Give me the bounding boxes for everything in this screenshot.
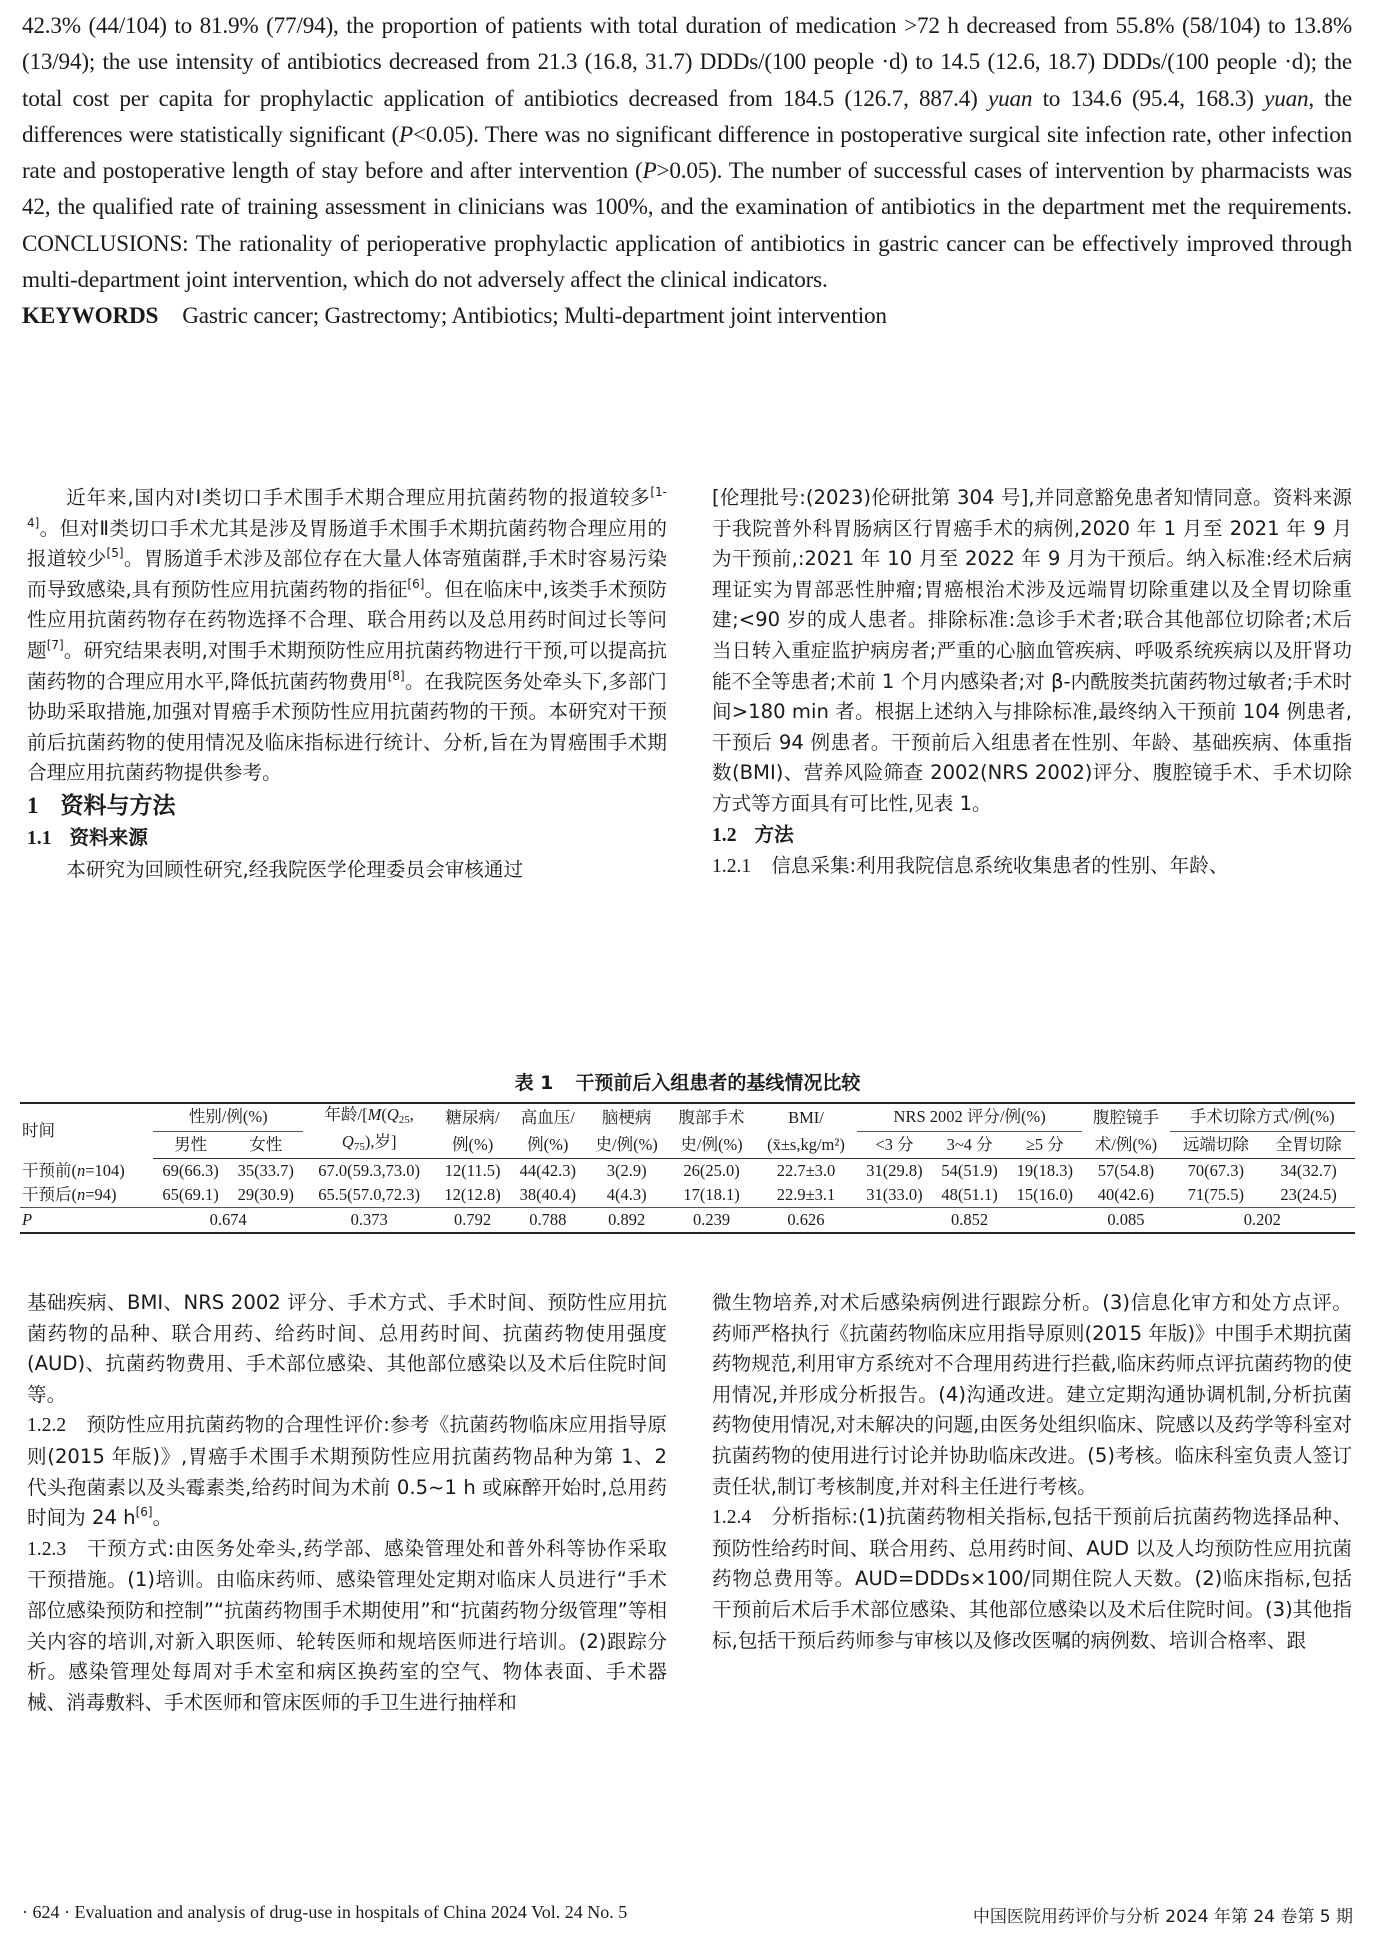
p-age: 0.373 [303, 1208, 435, 1234]
table-cell: 40(42.6) [1097, 1185, 1155, 1204]
table-cell: 38(40.4) [519, 1185, 576, 1204]
table-cell: 57(54.8) [1097, 1161, 1155, 1180]
header-diabetes: 糖尿病/ [445, 1107, 500, 1127]
p-laparoscopic: 0.085 [1082, 1208, 1169, 1234]
header-bmi: BMI/ [788, 1107, 824, 1127]
citation[interactable]: [1-4] [27, 485, 667, 530]
table-cell: 22.9±3.1 [776, 1185, 836, 1204]
footer-journal-cn: 中国医院用药评价与分析 2024 年第 24 卷第 5 期 [972, 1907, 1353, 1927]
table-row [20, 1159, 1355, 1184]
header-hypertension: 高血压/ [520, 1107, 575, 1127]
table-cell: 65.5(57.0,72.3) [318, 1185, 421, 1204]
data-source-continued: [伦理批号:(2023)伦研批第 304 号],并同意豁免患者知情同意。资料来源于我院普外科胃肠病区行胃癌手术的病例,2020 年 1 月至 2021 年 9 月为干预前,:2021 年 10 月至 2022 年 9 月为干预后。纳入标准:经术后病理证实为胃部恶性肿瘤;胃癌根治术涉及远端胃切除重建以及全胃切除重建;<90 岁的成人患者。排除标准:急诊手术者;联合其他部位切除者;术后当日转入重症监护病房者;严重的心脑血管疾病、呼吸系统疾病以及肝肾功能不全等患者;术前 1 个月内感染者;对 β-内酰胺类抗菌药物过敏者;手术时间>180 min 者。根据上述纳入与排除标准,最终纳入干预前 104 例患者,干预后 94 例患者。干预前后入组患者在性别、年龄、基础疾病、体重指数(BMI)、营养风险筛查 2002(NRS 2002)评分、腹腔镜手术、手术切除方式等方面具有可比性,见表 1。 [712, 486, 1352, 815]
table-caption: 表 1 干预前后入组患者的基线情况比较 [514, 1072, 861, 1094]
table-cell: 31(33.0) [866, 1185, 923, 1204]
table-cell: 4(4.3) [606, 1185, 647, 1204]
header-nrs-group: NRS 2002 评分/例(%) [857, 1103, 1083, 1131]
citation[interactable]: [8] [387, 668, 405, 683]
table-cell: 23(24.5) [1280, 1185, 1337, 1204]
row-label: 干预前(n=104) [22, 1160, 125, 1180]
table-cell: 26(25.0) [683, 1161, 740, 1180]
citation[interactable]: [7] [46, 637, 64, 652]
table-cell: 12(11.5) [444, 1161, 501, 1180]
p-stroke: 0.892 [585, 1208, 668, 1234]
p-label: P [20, 1208, 153, 1234]
subsection-1-2-4: 1.2.4 分析指标:(1)抗菌药物相关指标,包括干预前后抗菌药物选择品种、预防性给药时间、联合用药、总用药时间、AUD 以及人均预防性应用抗菌药物总费用等。AUD=DDDs×100/同期住院人天数。(2)临床指标,包括干预前后术后手术部位感染、其他部位感染以及术后住院时间。(3)其他指标,包括干预后药师参与审核以及修改医嘱的病例数、培训合格率、跟 [712, 1505, 1352, 1652]
right-column-bottom [712, 1288, 1352, 1656]
keywords-label: KEYWORDS [22, 303, 159, 330]
table-cell: 70(67.3) [1187, 1161, 1245, 1180]
header-age-line2: $Q_{75}$),岁] [303, 1131, 435, 1159]
table-cell: 44(42.3) [519, 1161, 576, 1180]
table-cell: 69(66.3) [162, 1161, 219, 1180]
table-cell: 29(30.9) [237, 1185, 294, 1204]
header-diabetes-line2: 例(%) [435, 1131, 510, 1159]
header-laparoscopic: 腹腔镜手 [1092, 1107, 1159, 1127]
table-cell: 19(18.3) [1016, 1161, 1073, 1180]
subsection-1-2-1: 1.2.1 信息采集:利用我院信息系统收集患者的性别、年龄、 [712, 854, 1229, 878]
citation[interactable]: [5] [106, 546, 124, 561]
table-cell: 34(32.7) [1280, 1161, 1337, 1180]
keywords-text: Gastric cancer; Gastrectomy; Antibiotics; Multi-department joint intervention [182, 303, 887, 330]
subsection-1-2-3: 1.2.3 干预方式:由医务处牵头,药学部、感染管理处和普外科等协作采取干预措施。(1)培训。由临床药师、感染管理处定期对临床人员进行“手术部位感染预防和控制”“抗菌药物围手术期使用”和“抗菌药物分级管理”等相关内容的培训,对新入职医师、轮转医师和规培医师进行培训。(2)跟踪分析。感染管理处每周对手术室和病区换药室的空气、物体表面、手术器械、消毒敷料、手术医师和管床医师的手卫生进行抽样和 [27, 1536, 667, 1714]
table-cell: 15(16.0) [1016, 1185, 1073, 1204]
header-age: 年龄$/[M(Q_{25}$, [324, 1105, 414, 1126]
header-hypertension-line2: 例(%) [510, 1131, 585, 1159]
baseline-table [20, 1102, 1355, 1234]
table-header-row [20, 1103, 1355, 1131]
table-cell: 3(2.9) [606, 1161, 647, 1180]
table-subheader-row [20, 1131, 1355, 1159]
header-total: 全胃切除 [1262, 1131, 1355, 1159]
subsection-1-2-1-continued: 基础疾病、BMI、NRS 2002 评分、手术方式、手术时间、预防性应用抗菌药物的品种、联合用药、给药时间、总用药时间、抗菌药物使用强度(AUD)、抗菌药物费用、手术部位感染、其他部位感染以及术后住院时间等。 [27, 1291, 667, 1406]
p-resection: 0.202 [1170, 1208, 1355, 1234]
row-label: 干预后(n=94) [22, 1185, 117, 1204]
header-stroke: 脑梗病 [601, 1107, 652, 1127]
header-nrs-3-4: 3~4 分 [932, 1131, 1007, 1159]
citation[interactable]: [6] [407, 576, 425, 591]
table-cell: 54(51.9) [941, 1161, 998, 1180]
english-abstract [22, 8, 1352, 335]
introduction-paragraph: 近年来,国内对Ⅰ类切口手术围手术期合理应用抗菌药物的报道较多[1-4]。但对Ⅱ类切口手术尤其是涉及胃肠道手术围手术期抗菌药物合理应用的报道较少[5]。胃肠道手术涉及部位存在大量人体寄殖菌群,手术时容易污染而导致感染,具有预防性应用抗菌药物的指征[6]。但在临床中,该类手术预防性应用抗菌药物存在药物选择不合理、联合用药以及总用药时间过长等问题[7]。研究结果表明,对围手术期预防性应用抗菌药物进行干预,可以提高抗菌药物的合理应用水平,降低抗菌药物费用[8]。在我院医务处牵头下,多部门协助采取措施,加强对胃癌手术预防性应用抗菌药物的干预。本研究对干预前后抗菌药物的使用情况及临床指标进行统计、分析,旨在为胃癌围手术期合理应用抗菌药物提供参考。 [27, 485, 668, 785]
p-diabetes: 0.792 [435, 1208, 510, 1234]
header-abdominal-surgery-line2: 史/例(%) [668, 1131, 755, 1159]
citation[interactable]: [6] [135, 1505, 153, 1520]
header-distal: 远端切除 [1170, 1131, 1263, 1159]
table-cell: 17(18.1) [683, 1185, 740, 1204]
p-sex: 0.674 [153, 1208, 303, 1234]
left-column-top [27, 483, 667, 885]
left-column-bottom [27, 1288, 667, 1718]
p-nrs: 0.852 [857, 1208, 1083, 1234]
table-cell: 48(51.1) [941, 1185, 998, 1204]
section-heading-1-1: 1.1 资料来源 [27, 825, 148, 849]
header-nrs-lt3: <3 分 [857, 1131, 932, 1159]
footer-journal-en: · 624 · Evaluation and analysis of drug-use in hospitals of China 2024 Vol. 24 No. 5 [22, 1902, 628, 1922]
p-value-row [20, 1208, 1355, 1234]
table-row [20, 1183, 1355, 1208]
table-cell: 22.7±3.0 [776, 1161, 836, 1180]
header-bmi-line2: (x̄±s,kg/m²) [755, 1131, 857, 1159]
p-hypertension: 0.788 [510, 1208, 585, 1234]
table-cell: 71(75.5) [1187, 1185, 1245, 1204]
table-cell: 31(29.8) [866, 1161, 923, 1180]
p-bmi: 0.626 [755, 1208, 857, 1234]
data-source-paragraph: 本研究为回顾性研究,经我院医学伦理委员会审核通过 [66, 857, 524, 881]
table-cell: 65(69.1) [162, 1185, 219, 1204]
abstract-body: 42.3% (44/104) to 81.9% (77/94), the proportion of patients with total duration of medication >72 h decreased from 55.8% (58/104) to 13.8% (13/94); the use intensity of antibiotics decreased from 21.3 (16.8, 31.7) DDDs/(100 people ·d) to 14.5 (12.6, 18.7) DDDs/(100 people ·d); the total cost per capita for prophylactic application of antibiotics decreased from 184.5 (126.7, 887.4) yuan to 134.6 (95.4, 168.3) yuan, the differences were statistically significant (P<0.05). There was no significant difference in postoperative surgical site infection rate, other infection rate and postoperative length of stay before and after intervention (P>0.05). The number of successful cases of intervention by pharmacists was 42, the qualified rate of training assessment in clinicians was 100%, and the examination of antibiotics in the department met the requirements. CONCLUSIONS: The rationality of perioperative prophylactic application of antibiotics in gastric cancer can be effectively improved through multi-department joint intervention, which do not adversely affect the clinical indicators. [22, 13, 1353, 294]
header-stroke-line2: 史/例(%) [585, 1131, 668, 1159]
right-column-top [712, 483, 1352, 883]
table-cell: 67.0(59.3,73.0) [318, 1161, 421, 1180]
subsection-1-2-2: 1.2.2 预防性应用抗菌药物的合理性评价:参考《抗菌药物临床应用指导原则(2015 年版)》,胃癌手术围手术期预防性应用抗菌药物品种为第 1、2 代头孢菌素以及头霉素类,给药时间为术前 0.5~1 h 或麻醉开始时,总用药时间为 24 h[6]。 [27, 1413, 667, 1530]
header-time: 时间 [22, 1121, 55, 1141]
page-footer [0, 1902, 1375, 1930]
p-abdominal-surgery: 0.239 [668, 1208, 755, 1234]
table-cell: 35(33.7) [237, 1161, 294, 1180]
header-laparoscopic-line2: 术/例(%) [1082, 1131, 1169, 1159]
header-sex-group: 性别/例(%) [153, 1103, 303, 1131]
table-cell: 12(12.8) [444, 1185, 501, 1204]
header-male: 男性 [153, 1131, 228, 1159]
header-resection-group: 手术切除方式/例(%) [1170, 1103, 1355, 1131]
subsection-1-2-3-continued: 微生物培养,对术后感染病例进行跟踪分析。(3)信息化审方和处方点评。药师严格执行《抗菌药物临床应用指导原则(2015 年版)》中围手术期抗菌药物规范,利用审方系统对不合理用药进行拦截,临床药师点评抗菌药物的使用情况,并形成分析报告。(4)沟通改进。建立定期沟通协调机制,分析抗菌药物使用情况,对未解决的问题,由医务处组织临床、院感以及药学等科室对抗菌药物的使用进行讨论并协助临床改进。(5)考核。临床科室负责人签订责任状,制订考核制度,并对科主任进行考核。 [712, 1291, 1352, 1498]
header-nrs-ge5: ≥5 分 [1007, 1131, 1082, 1159]
section-heading-1-2: 1.2 方法 [712, 822, 794, 846]
header-female: 女性 [228, 1131, 303, 1159]
keywords [22, 298, 1352, 334]
section-heading-1: 1 资料与方法 [27, 792, 176, 819]
header-abdominal-surgery: 腹部手术 [678, 1107, 745, 1127]
